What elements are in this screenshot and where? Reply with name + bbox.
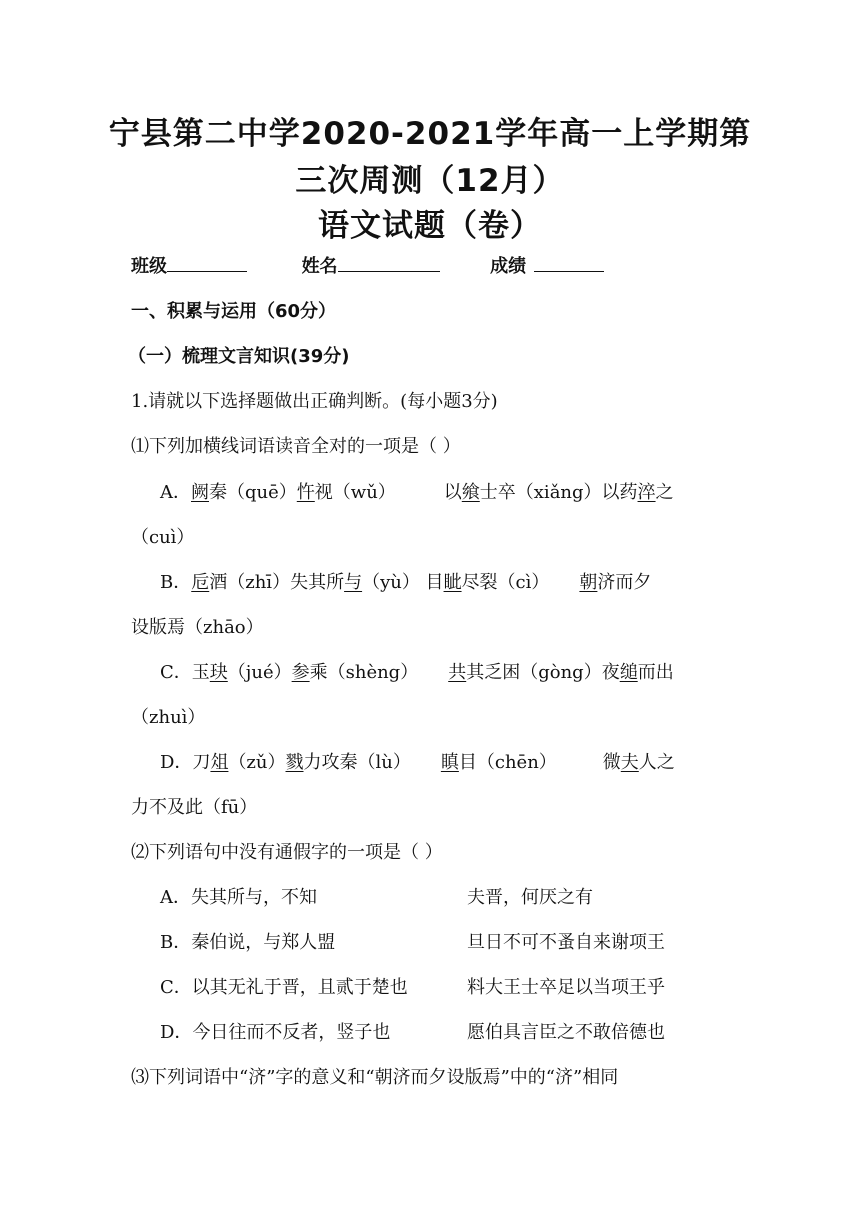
underlined-word: 戮 <box>285 752 304 773</box>
question-1-2-stem: ⑵下列语句中没有通假字的一项是（ ） <box>131 842 443 863</box>
option-1b: B．卮酒（zhī）失其所与（yù） 目眦尽裂（cì） 朝济而夕 <box>160 572 652 593</box>
title-line-3: 语文试题（卷） <box>318 208 542 244</box>
underlined-word: 玦 <box>209 662 228 683</box>
name-label: 姓名 <box>301 256 338 277</box>
option-1d-continued: 力不及此（fū） <box>131 797 258 818</box>
subsection-heading: （一）梳理文言知识(39分) <box>128 346 350 367</box>
class-blank[interactable] <box>167 253 247 272</box>
score-label: 成绩 <box>490 256 527 277</box>
student-info-row <box>131 252 604 278</box>
underlined-word: 飨 <box>461 482 480 503</box>
option-2c-right: 料大王士卒足以当项王乎 <box>467 977 665 998</box>
underlined-word: 夫 <box>620 752 639 773</box>
option-1a: A．阙秦（quē）忤视（wǔ） 以飨士卒（xiǎng）以药淬之 <box>160 482 674 503</box>
option-2d: D．今日往而不反者，竖子也 <box>160 1022 391 1043</box>
underlined-word: 眦 <box>443 572 462 593</box>
title-line-1: 宁县第二中学2020-2021学年高一上学期第 <box>108 116 752 152</box>
question-1-stem: 1.请就以下选择题做出正确判断。(每小题3分) <box>131 391 498 412</box>
underlined-word: 缒 <box>619 662 638 683</box>
underlined-word: 卮 <box>191 572 210 593</box>
option-2b-right: 旦日不可不蚤自来谢项王 <box>467 932 665 953</box>
underlined-word: 忤 <box>296 482 315 503</box>
option-1c-continued: （zhuì） <box>131 707 206 728</box>
score-blank[interactable] <box>534 253 604 272</box>
option-1a-continued: （cuì） <box>131 527 195 548</box>
option-2a-right: 夫晋，何厌之有 <box>467 887 593 908</box>
option-1b-continued: 设版焉（zhāo） <box>131 617 264 638</box>
name-blank[interactable] <box>338 253 440 272</box>
section-heading: 一、积累与运用（60分） <box>131 301 337 322</box>
option-1d: D．刀俎（zǔ）戮力攻秦（lù） 瞋目（chēn） 微夫人之 <box>160 752 675 773</box>
underlined-word: 俎 <box>210 752 229 773</box>
option-2d-right: 愿伯具言臣之不敢倍德也 <box>467 1022 665 1043</box>
underlined-word: 共 <box>448 662 467 683</box>
underlined-word: 阙 <box>191 482 209 503</box>
underlined-word: 与 <box>344 572 363 593</box>
underlined-word: 参 <box>291 662 310 683</box>
question-1-1-stem: ⑴下列加横线词语读音全对的一项是（ ） <box>131 436 461 457</box>
underlined-word: 朝 <box>579 572 598 593</box>
option-2b: B．秦伯说，与郑人盟 <box>160 932 336 953</box>
option-2a: A．失其所与，不知 <box>160 887 317 908</box>
class-label: 班级 <box>131 256 167 277</box>
option-2c: C．以其无礼于晋，且贰于楚也 <box>160 977 408 998</box>
question-1-3-stem: ⑶下列词语中“济”字的意义和“朝济而夕设版焉”中的“济”相同 <box>131 1067 619 1088</box>
title-line-2: 三次周测（12月） <box>295 163 565 199</box>
option-1c: C．玉玦（jué）参乘（shèng） 共其乏困（gòng）夜缒而出 <box>160 662 674 683</box>
underlined-word: 淬 <box>637 482 656 503</box>
underlined-word: 瞋 <box>440 752 459 773</box>
